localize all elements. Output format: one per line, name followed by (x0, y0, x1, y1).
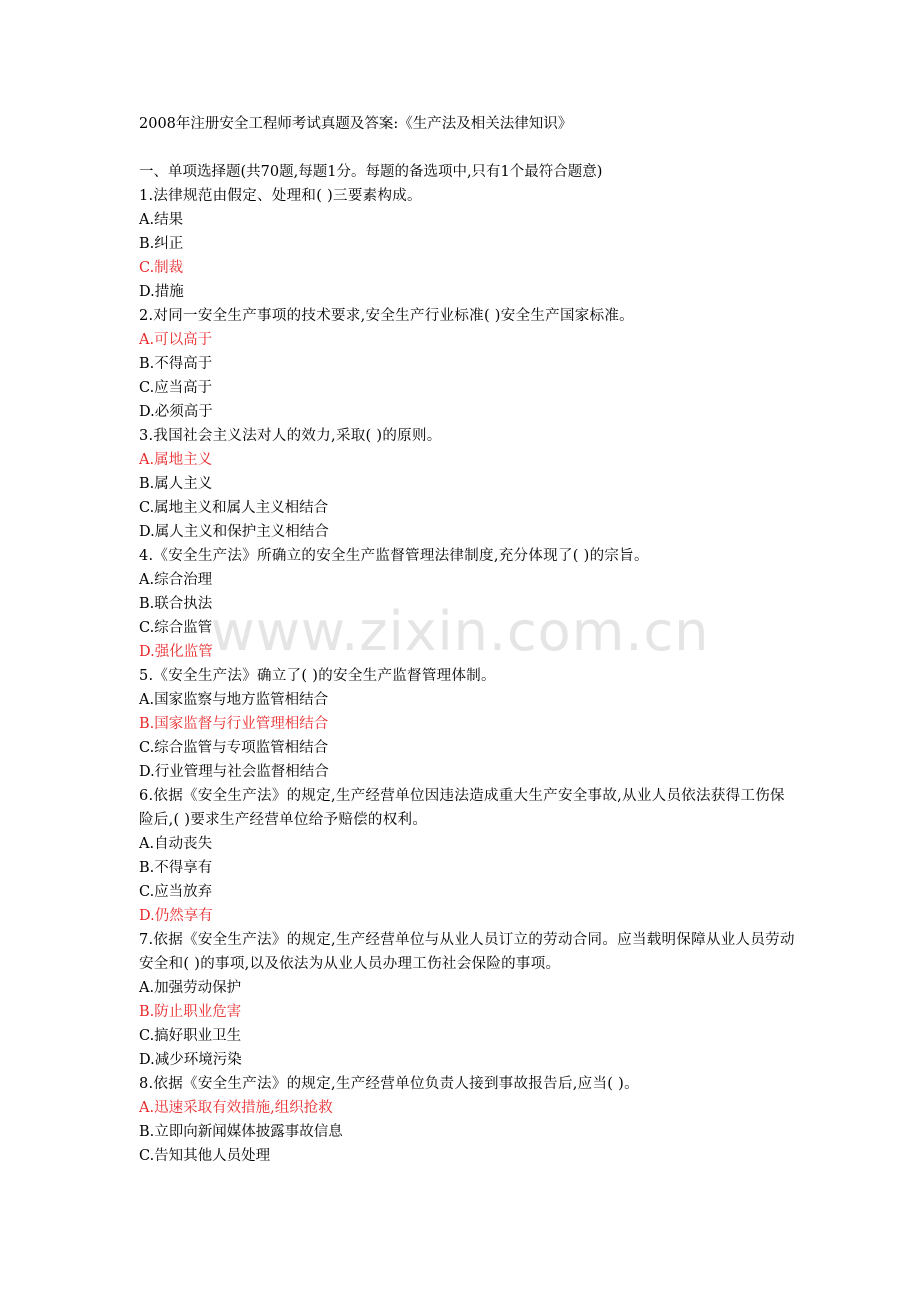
answer-option: C.应当高于 (139, 380, 213, 396)
answer-option: B.不得高于 (139, 356, 213, 372)
question-text: 4.《安全生产法》所确立的安全生产监督管理法律制度,充分体现了( )的宗旨。 (139, 548, 649, 564)
question-block (139, 928, 799, 1072)
answer-option: C.应当放弃 (139, 884, 213, 900)
watermark: www.zixin.com.cn (210, 600, 710, 663)
answer-option: D.必须高于 (139, 404, 213, 420)
answer-option: A.加强劳动保护 (139, 980, 242, 996)
answer-option: B.立即向新闻媒体披露事故信息 (139, 1124, 343, 1140)
question-list (139, 184, 799, 1168)
answer-option-correct: A.属地主义 (139, 452, 213, 468)
answer-option: B.属人主义 (139, 476, 213, 492)
question-text: 8.依据《安全生产法》的规定,生产经营单位负责人接到事故报告后,应当( )。 (139, 1076, 639, 1092)
question-text: 7.依据《安全生产法》的规定,生产经营单位与从业人员订立的劳动合同。应当载明保障从业人员劳动安全和( )的事项,以及依法为从业人员办理工伤社会保险的事项。 (139, 932, 795, 972)
question-block (139, 184, 799, 304)
question-text: 6.依据《安全生产法》的规定,生产经营单位因违法造成重大生产安全事故,从业人员依法获得工伤保险后,( )要求生产经营单位给予赔偿的权利。 (139, 788, 785, 828)
question-text: 2.对同一安全生产事项的技术要求,安全生产行业标准( )安全生产国家标准。 (139, 308, 634, 324)
answer-option-correct: A.迅速采取有效措施,组织抢救 (139, 1100, 333, 1116)
answer-option: D.属人主义和保护主义相结合 (139, 524, 329, 540)
document-page (139, 112, 799, 1168)
section-heading: 一、单项选择题(共70题,每题1分。每题的备选项中,只有1个最符合题意) (139, 164, 603, 180)
question-block (139, 1072, 799, 1168)
answer-option: A.国家监察与地方监管相结合 (139, 692, 329, 708)
answer-option-correct: C.制裁 (139, 260, 184, 276)
answer-option-correct: D.仍然享有 (139, 908, 213, 924)
question-text: 3.我国社会主义法对人的效力,采取( )的原则。 (139, 428, 442, 444)
document-title: 2008年注册安全工程师考试真题及答案:《生产法及相关法律知识》 (139, 116, 573, 132)
answer-option: D.减少环境污染 (139, 1052, 242, 1068)
answer-option: C.告知其他人员处理 (139, 1148, 271, 1164)
question-block (139, 304, 799, 424)
answer-option-correct: A.可以高于 (139, 332, 213, 348)
answer-option: A.自动丧失 (139, 836, 213, 852)
question-text: 1.法律规范由假定、处理和( )三要素构成。 (139, 188, 422, 204)
answer-option: A.综合治理 (139, 572, 213, 588)
answer-option: C.综合监管 (139, 620, 213, 636)
question-block (139, 664, 799, 784)
answer-option: B.纠正 (139, 236, 184, 252)
answer-option-correct: B.防止职业危害 (139, 1004, 242, 1020)
answer-option-correct: D.强化监管 (139, 644, 213, 660)
answer-option: B.不得享有 (139, 860, 213, 876)
answer-option: C.综合监管与专项监管相结合 (139, 740, 329, 756)
answer-option-correct: B.国家监督与行业管理相结合 (139, 716, 329, 732)
answer-option: D.行业管理与社会监督相结合 (139, 764, 329, 780)
question-block (139, 784, 799, 928)
question-text: 5.《安全生产法》确立了( )的安全生产监督管理体制。 (139, 668, 496, 684)
question-block (139, 544, 799, 664)
answer-option: D.措施 (139, 284, 184, 300)
question-block (139, 424, 799, 544)
answer-option: C.属地主义和属人主义相结合 (139, 500, 329, 516)
answer-option: A.结果 (139, 212, 184, 228)
answer-option: C.搞好职业卫生 (139, 1028, 242, 1044)
answer-option: B.联合执法 (139, 596, 213, 612)
